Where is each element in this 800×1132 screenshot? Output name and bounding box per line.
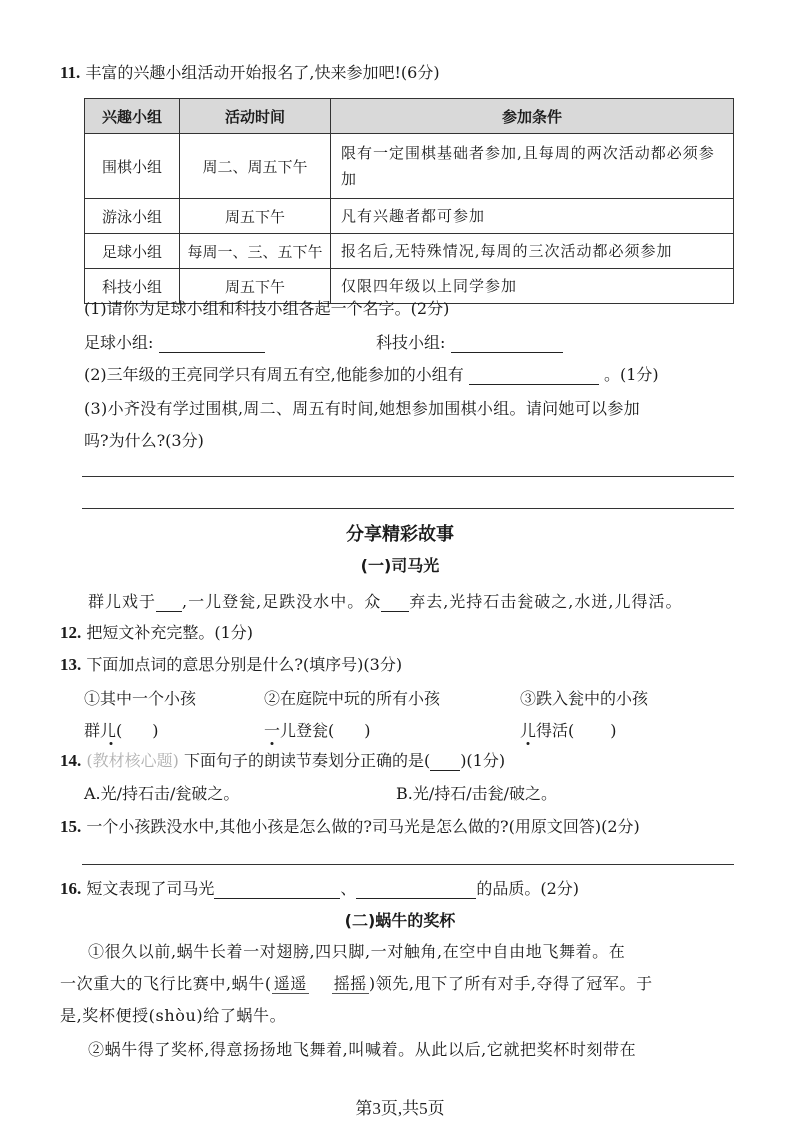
word-item-3: [520, 718, 617, 741]
question-number: 11.: [60, 63, 81, 82]
question-number: 14.: [60, 751, 82, 770]
question-text: 下面句子的朗读节奏划分正确的是(: [183, 751, 431, 770]
word-text: ): [610, 721, 617, 740]
interest-group-table: [84, 98, 734, 304]
tech-name-blank[interactable]: [451, 334, 563, 353]
table-row: [85, 134, 734, 199]
table-cell: 周二、周五下午: [180, 134, 331, 199]
answer-line[interactable]: [82, 476, 734, 477]
story-1-text: [88, 589, 682, 612]
story-2-title: (二)蜗牛的奖杯: [344, 911, 456, 930]
story-1-title: (一)司马光: [360, 556, 440, 575]
question-12: [60, 620, 253, 643]
table-cell: 每周一、三、五下午: [180, 234, 331, 269]
tech-name-row: [376, 330, 563, 353]
quality-blank-2[interactable]: [356, 882, 476, 899]
section-title: 分享精彩故事: [346, 524, 454, 545]
table-header-row: [85, 99, 734, 134]
story-2-line-3: 是,奖杯便授(shòu)给了蜗牛。: [60, 1006, 287, 1025]
table-cell: 周五下午: [180, 269, 331, 304]
table-row: [85, 234, 734, 269]
question-text: 丰富的兴趣小组活动开始报名了,快来参加吧!(6分): [85, 63, 440, 82]
table-header: 兴趣小组: [85, 99, 180, 134]
dotted-word: 儿(: [100, 721, 123, 740]
table-cell: 周五下午: [180, 199, 331, 234]
question-text: 把短文补充完整。(1分): [86, 623, 254, 642]
dotted-word: 儿: [520, 721, 537, 740]
option-a: A.光/持石击/瓮破之。: [84, 784, 240, 803]
answer-line[interactable]: [82, 508, 734, 509]
question-number: 16.: [60, 879, 82, 898]
word-choice-2[interactable]: 摇摇: [333, 974, 367, 993]
question-text: 下面加点词的意思分别是什么?(填序号)(3分): [86, 655, 403, 674]
word-text: 得活(: [536, 721, 575, 740]
story-text: )领先,甩下了所有对手,夺得了冠军。于: [368, 974, 653, 993]
question-11-part-1: (1)请你为足球小组和科技小组各起一个名字。(2分): [84, 299, 450, 318]
separator: 、: [340, 879, 357, 898]
option-b: B.光/持石/击瓮/破之。: [396, 784, 558, 803]
word-item-1: [84, 718, 159, 741]
table-cell: 游泳小组: [85, 199, 180, 234]
football-label: 足球小组:: [84, 333, 154, 352]
question-text: 一个小孩跌没水中,其他小孩是怎么做的?司马光是怎么做的?(用原文回答)(2分): [86, 817, 640, 836]
question-text: 短文表现了司马光: [86, 879, 215, 898]
page-footer: 第3页,共5页: [355, 1099, 445, 1118]
word-text: ): [364, 721, 371, 740]
table-header: 活动时间: [180, 99, 331, 134]
word-text: 群: [84, 721, 101, 740]
table-row: [85, 199, 734, 234]
question-number: 12.: [60, 623, 82, 642]
table-cell: 围棋小组: [85, 134, 180, 199]
story-text: 一次重大的飞行比赛中,蜗牛(: [60, 974, 272, 993]
story-2-line-1: ①很久以前,蜗牛长着一对翅膀,四只脚,一对触角,在空中自由地飞舞着。在: [88, 942, 626, 961]
question-11-part-2: [84, 362, 659, 385]
word-text: 儿登瓮(: [280, 721, 335, 740]
football-name-blank[interactable]: [159, 334, 265, 353]
story-text: 群儿戏于: [88, 592, 157, 611]
option-3: ③跌入瓮中的小孩: [520, 689, 649, 708]
dotted-word: 一: [264, 721, 281, 740]
question-number: 15.: [60, 817, 82, 836]
story-text: 弃去,光持石击瓮破之,水迸,儿得活。: [409, 592, 683, 611]
option-2: ②在庭院中玩的所有小孩: [264, 689, 441, 708]
question-11-part-3-line-2: 吗?为什么?(3分): [84, 431, 204, 450]
option-1: ①其中一个小孩: [84, 689, 197, 708]
quality-blank-1[interactable]: [214, 882, 340, 899]
table-cell: 足球小组: [85, 234, 180, 269]
story-blank-1[interactable]: [156, 595, 182, 612]
table-header: 参加条件: [331, 99, 734, 134]
story-blank-2[interactable]: [381, 595, 409, 612]
story-text: ,一儿登瓮,足跌没水中。众: [182, 592, 382, 611]
choice-blank[interactable]: [430, 754, 460, 771]
part-2-score: 。(1分): [603, 365, 659, 384]
table-cell: 限有一定围棋基础者参加,且每周的两次活动都必须参加: [331, 134, 734, 199]
part-2-text: (2)三年级的王亮同学只有周五有空,他能参加的小组有: [84, 365, 464, 384]
table-cell: 仅限四年级以上同学参加: [331, 269, 734, 304]
question-number: 13.: [60, 655, 82, 674]
question-16: [60, 876, 579, 899]
core-question-tag: (教材核心题): [86, 751, 179, 770]
table-cell: 科技小组: [85, 269, 180, 304]
answer-line[interactable]: [82, 864, 734, 865]
story-2-line-4: ②蜗牛得了奖杯,得意扬扬地飞舞着,叫喊着。从此以后,它就把奖杯时刻带在: [88, 1040, 637, 1059]
story-2-line-2: [60, 971, 653, 994]
word-text: ): [152, 721, 159, 740]
question-score: 的品质。(2分): [476, 879, 580, 898]
question-14: [60, 748, 505, 771]
question-score: )(1分): [460, 751, 506, 770]
table-cell: 凡有兴趣者都可参加: [331, 199, 734, 234]
word-choice-1[interactable]: 遥遥: [273, 974, 307, 993]
question-13: [60, 652, 402, 675]
word-item-2: [264, 718, 371, 741]
question-15: [60, 814, 640, 837]
groups-answer-blank[interactable]: [469, 366, 599, 385]
question-11: [60, 60, 440, 83]
tech-label: 科技小组:: [376, 333, 446, 352]
table-cell: 报名后,无特殊情况,每周的三次活动都必须参加: [331, 234, 734, 269]
question-11-part-3-line-1: (3)小齐没有学过围棋,周二、周五有时间,她想参加围棋小组。请问她可以参加: [84, 399, 640, 418]
football-name-row: [84, 330, 265, 353]
